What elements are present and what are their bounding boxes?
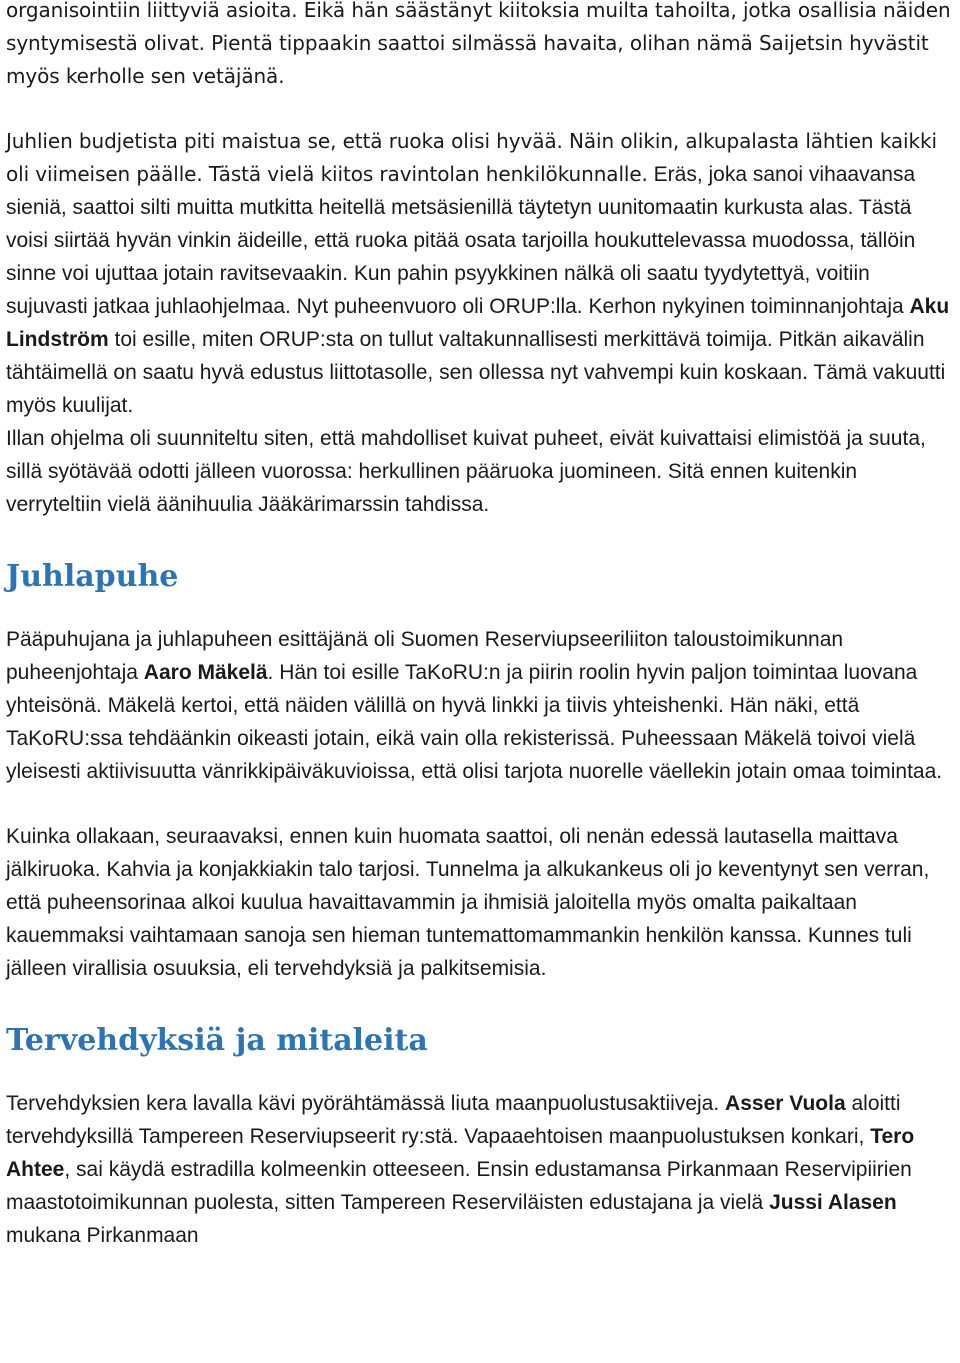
section-gap bbox=[6, 985, 956, 1021]
paragraph-gap bbox=[6, 788, 956, 820]
name-aku-lindstrom: Aku Lindström bbox=[6, 295, 950, 351]
paragraph-food-text-1: Juhlien budjetista piti maistua se, että ruoka olisi hyvää. Näin olikin, alkupalasta lähtien kaikki oli viimeisen päälle. Tästä vielä kiitos ravintolan henkilökunnalle. bbox=[6, 129, 937, 186]
paragraph-gap bbox=[6, 93, 956, 125]
heading-gap bbox=[6, 597, 956, 623]
paragraph-food-text-2: Eräs, joka sanoi vihaavansa sieniä, saattoi silti muitta mutkitta heitellä metsäsienillä täytetyn uunitomaatin kurkusta alas. Tästä voisi siirtää hyvän vinkin äideille, että ruoka pitää osata tarjoilla houkuttelevassa muodossa, tällöin sinne voi ujuttaa jotain ravitsevaakin. Kun pahin psyykkinen nälkä oli saatu tyydytettyä, voitiin sujuvasti jatkaa juhlaohjelmaa. Nyt puheenvuoro oli ORUP:lla. Kerhon nykyinen toiminnanjohtaja bbox=[6, 163, 916, 318]
name-tero-ahtee: Tero Ahtee bbox=[6, 1125, 915, 1181]
section-gap bbox=[6, 521, 956, 557]
heading-juhlapuhe: Juhlapuhe bbox=[6, 559, 179, 594]
paragraph-intro-continuation: organisointiin liittyviä asioita. Eikä hän säästänyt kiitoksia muilta tahoilta, jotka osallisia näiden syntymisestä olivat. Pientä tippaakin saattoi silmässä havaita, olihan nämä Saijetsin hyvästit myös kerholle sen vetäjänä. bbox=[6, 0, 951, 88]
paragraph-greetings-text-2: aloitti tervehdyksillä Tampereen Reserviupseerit ry:stä. Vapaaehtoisen maanpuolustuksen konkari, bbox=[6, 1092, 901, 1148]
paragraph-greetings-text-4: mukana Pirkanmaan bbox=[6, 1224, 199, 1247]
paragraph-speech-text-2: . Hän toi esille TaKoRU:n ja piirin roolin hyvin paljon toimintaa luovana yhteisönä. Mäkelä kertoi, että näiden välillä on hyvä linkki ja tiivis yhteishenki. Hän näki, että TaKoRU:ssa tehdäänkin oikeasti jotain, eikä vain olla rekisterissä. Puheessaan Mäkelä toivoi vielä yleisesti aktiivisuutta vänrikkipäiväkuvioissa, että olisi tarjota nuorelle väellekin jotain omaa toimintaa. bbox=[6, 661, 943, 783]
heading-tervehdyksia: Tervehdyksiä ja mitaleita bbox=[6, 1023, 428, 1058]
document-page bbox=[6, 0, 956, 1252]
heading-gap bbox=[6, 1061, 956, 1087]
paragraph-greetings-text-1: Tervehdyksien kera lavalla kävi pyörähtämässä liuta maanpuolustusaktiiveja. bbox=[6, 1092, 726, 1115]
paragraph-greetings bbox=[6, 1087, 956, 1252]
paragraph-food bbox=[6, 125, 956, 422]
paragraph-speech-text-1: Pääpuhujana ja juhlapuheen esittäjänä oli Suomen Reserviupseeriliiton taloustoimikunnan puheenjohtaja bbox=[6, 628, 844, 684]
paragraph-evening-program: Illan ohjelma oli suunniteltu siten, että mahdolliset kuivat puheet, eivät kuivattaisi elimistöä ja suuta, sillä syötävää odotti jälleen vuorossa: herkullinen pääruoka juomineen. Sitä ennen kuitenkin verryteltiin vielä äänihuulia Jääkärimarssin tahdissa. bbox=[6, 427, 926, 516]
paragraph-food-text-3: toi esille, miten ORUP:sta on tullut valtakunnallisesti merkittävä toimija. Pitkän aikavälin tähtäimellä on saatu hyvä edustus liittotasolle, sen ollessa nyt vahvempi kuin koskaan. Tämä vakuutti myös kuulijat. bbox=[6, 328, 946, 417]
paragraph-greetings-text-3: , sai käydä estradilla kolmeenkin otteeseen. Ensin edustamansa Pirkanmaan Reservipiirien maastotoimikunnan puolesta, sitten Tampereen Reserviläisten edustajana ja vielä bbox=[6, 1158, 912, 1214]
paragraph-main-speech bbox=[6, 623, 956, 788]
name-asser-vuola: Asser Vuola bbox=[725, 1092, 846, 1115]
name-aaro-makela: Aaro Mäkelä bbox=[143, 661, 268, 684]
paragraph-dessert: Kuinka ollakaan, seuraavaksi, ennen kuin huomata saattoi, oli nenän edessä lautasella maittava jälkiruoka. Kahvia ja konjakkiakin talo tarjosi. Tunnelma ja alkukankeus oli jo keventynyt sen verran, että puheensorinaa alkoi kuulua havaittavammin ja ihmisiä jaloitella myös omalta paikaltaan kauemmaksi vaihtamaan sanoja sen hieman tuntemattomammankin henkilön kanssa. Kunnes tuli jälleen virallisia osuuksia, eli tervehdyksiä ja palkitsemisia. bbox=[6, 825, 930, 980]
name-jussi-alasen: Jussi Alasen bbox=[769, 1191, 897, 1214]
